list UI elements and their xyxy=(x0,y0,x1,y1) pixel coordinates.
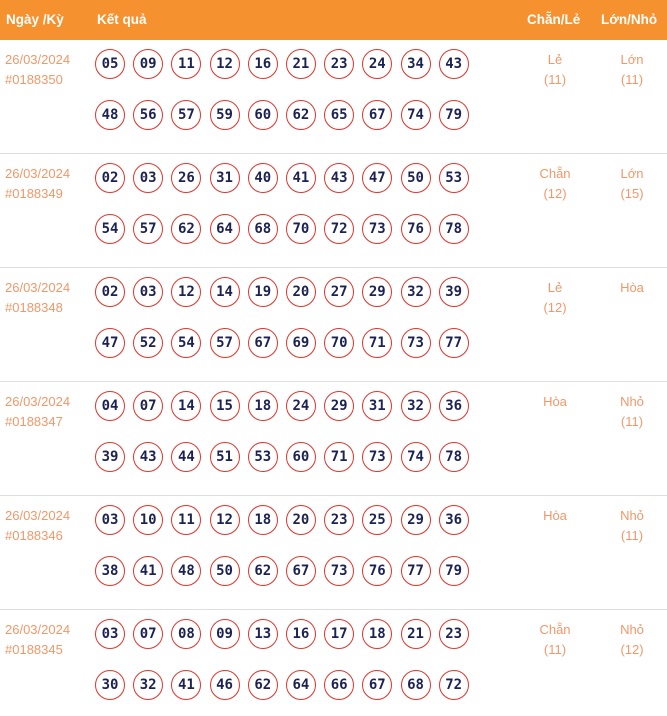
number-ball: 62 xyxy=(248,670,278,700)
number-ball: 53 xyxy=(248,442,278,472)
size-cell xyxy=(597,278,667,298)
parity-result: Chẵn xyxy=(539,166,571,181)
number-ball: 50 xyxy=(210,556,240,586)
table-row xyxy=(0,496,667,610)
number-ball: 07 xyxy=(133,391,163,421)
table-row xyxy=(0,610,667,710)
number-ball: 03 xyxy=(95,505,125,535)
parity-count: (12) xyxy=(543,300,567,315)
number-ball: 41 xyxy=(286,163,316,193)
size-count: (11) xyxy=(620,528,644,543)
number-ball: 39 xyxy=(95,442,125,472)
number-ball: 77 xyxy=(439,328,469,358)
number-ball: 62 xyxy=(248,556,278,586)
number-ball: 74 xyxy=(401,442,431,472)
number-ball: 20 xyxy=(286,505,316,535)
number-ball: 74 xyxy=(401,100,431,130)
number-ball: 62 xyxy=(171,214,201,244)
number-ball: 54 xyxy=(171,328,201,358)
number-ball: 73 xyxy=(362,442,392,472)
number-ball: 15 xyxy=(210,391,240,421)
number-ball: 47 xyxy=(362,163,392,193)
number-ball: 77 xyxy=(401,556,431,586)
parity-count: (11) xyxy=(543,642,567,657)
draw-date: 26/03/2024 xyxy=(5,394,71,409)
number-ball: 46 xyxy=(210,670,240,700)
draw-date: 26/03/2024 xyxy=(5,166,71,181)
header-size: Lớn/Nhỏ xyxy=(601,12,658,27)
header-result: Kết quả xyxy=(97,12,147,27)
draw-info xyxy=(5,164,70,204)
parity-cell xyxy=(520,50,590,90)
table-row xyxy=(0,154,667,268)
number-ball: 16 xyxy=(248,49,278,79)
number-ball: 24 xyxy=(286,391,316,421)
size-cell xyxy=(597,620,667,660)
number-ball: 23 xyxy=(439,619,469,649)
size-cell xyxy=(597,164,667,204)
number-ball: 47 xyxy=(95,328,125,358)
draw-info xyxy=(5,50,70,90)
parity-count: (11) xyxy=(543,72,567,87)
draw-info xyxy=(5,278,70,318)
header-date: Ngày /Kỳ xyxy=(6,12,64,27)
draw-code[interactable]: #0188348 xyxy=(5,300,63,315)
number-ball: 38 xyxy=(95,556,125,586)
draw-date: 26/03/2024 xyxy=(5,622,71,637)
size-cell xyxy=(597,392,667,432)
number-ball: 64 xyxy=(210,214,240,244)
number-ball: 11 xyxy=(171,505,201,535)
number-ball: 73 xyxy=(324,556,354,586)
number-ball: 59 xyxy=(210,100,240,130)
number-ball: 65 xyxy=(324,100,354,130)
number-ball: 32 xyxy=(401,277,431,307)
parity-count: (12) xyxy=(543,186,567,201)
parity-result: Chẵn xyxy=(539,622,571,637)
result-numbers xyxy=(95,391,475,472)
number-ball: 50 xyxy=(401,163,431,193)
size-result: Hòa xyxy=(620,280,644,295)
number-ball: 53 xyxy=(439,163,469,193)
size-result: Lớn xyxy=(620,52,644,67)
number-ball: 76 xyxy=(362,556,392,586)
number-ball: 48 xyxy=(95,100,125,130)
number-ball: 51 xyxy=(210,442,240,472)
number-ball: 18 xyxy=(362,619,392,649)
number-ball: 56 xyxy=(133,100,163,130)
number-ball: 78 xyxy=(439,442,469,472)
table-header xyxy=(0,0,667,40)
number-ball: 73 xyxy=(362,214,392,244)
draw-date: 26/03/2024 xyxy=(5,280,71,295)
result-numbers xyxy=(95,505,475,586)
draw-info xyxy=(5,506,70,546)
number-ball: 18 xyxy=(248,505,278,535)
number-ball: 67 xyxy=(248,328,278,358)
number-ball: 79 xyxy=(439,100,469,130)
number-ball: 17 xyxy=(324,619,354,649)
number-ball: 57 xyxy=(210,328,240,358)
number-ball: 67 xyxy=(362,100,392,130)
number-ball: 31 xyxy=(362,391,392,421)
number-ball: 11 xyxy=(171,49,201,79)
table-row xyxy=(0,382,667,496)
number-ball: 69 xyxy=(286,328,316,358)
draw-code[interactable]: #0188347 xyxy=(5,414,63,429)
number-ball: 23 xyxy=(324,505,354,535)
parity-cell xyxy=(520,506,590,526)
parity-result: Hòa xyxy=(543,508,567,523)
number-ball: 32 xyxy=(133,670,163,700)
number-ball: 03 xyxy=(133,163,163,193)
draw-code[interactable]: #0188350 xyxy=(5,72,63,87)
parity-cell xyxy=(520,620,590,660)
number-ball: 09 xyxy=(133,49,163,79)
draw-date: 26/03/2024 xyxy=(5,508,71,523)
number-ball: 14 xyxy=(210,277,240,307)
number-ball: 12 xyxy=(210,505,240,535)
number-ball: 08 xyxy=(171,619,201,649)
number-ball: 34 xyxy=(401,49,431,79)
number-ball: 03 xyxy=(95,619,125,649)
number-ball: 54 xyxy=(95,214,125,244)
number-ball: 71 xyxy=(324,442,354,472)
table-row xyxy=(0,268,667,382)
size-result: Nhỏ xyxy=(620,394,644,409)
number-ball: 16 xyxy=(286,619,316,649)
number-ball: 12 xyxy=(171,277,201,307)
number-ball: 62 xyxy=(286,100,316,130)
number-ball: 13 xyxy=(248,619,278,649)
number-ball: 68 xyxy=(248,214,278,244)
number-ball: 79 xyxy=(439,556,469,586)
number-ball: 09 xyxy=(210,619,240,649)
number-ball: 57 xyxy=(171,100,201,130)
size-cell xyxy=(597,506,667,546)
number-ball: 64 xyxy=(286,670,316,700)
number-ball: 44 xyxy=(171,442,201,472)
number-ball: 21 xyxy=(286,49,316,79)
number-ball: 05 xyxy=(95,49,125,79)
size-count: (11) xyxy=(620,72,644,87)
draw-code[interactable]: #0188349 xyxy=(5,186,63,201)
number-ball: 19 xyxy=(248,277,278,307)
number-ball: 41 xyxy=(171,670,201,700)
number-ball: 52 xyxy=(133,328,163,358)
size-cell xyxy=(597,50,667,90)
number-ball: 36 xyxy=(439,391,469,421)
number-ball: 18 xyxy=(248,391,278,421)
number-ball: 26 xyxy=(171,163,201,193)
number-ball: 41 xyxy=(133,556,163,586)
number-ball: 21 xyxy=(401,619,431,649)
size-count: (11) xyxy=(620,414,644,429)
number-ball: 67 xyxy=(286,556,316,586)
number-ball: 25 xyxy=(362,505,392,535)
number-ball: 72 xyxy=(439,670,469,700)
parity-result: Lẻ xyxy=(547,280,563,295)
draw-info xyxy=(5,392,70,432)
number-ball: 43 xyxy=(439,49,469,79)
number-ball: 60 xyxy=(248,100,278,130)
number-ball: 29 xyxy=(324,391,354,421)
number-ball: 70 xyxy=(286,214,316,244)
parity-cell xyxy=(520,392,590,412)
number-ball: 04 xyxy=(95,391,125,421)
number-ball: 76 xyxy=(401,214,431,244)
size-count: (15) xyxy=(620,186,644,201)
number-ball: 78 xyxy=(439,214,469,244)
number-ball: 73 xyxy=(401,328,431,358)
number-ball: 07 xyxy=(133,619,163,649)
number-ball: 24 xyxy=(362,49,392,79)
number-ball: 48 xyxy=(171,556,201,586)
number-ball: 02 xyxy=(95,277,125,307)
number-ball: 60 xyxy=(286,442,316,472)
table-row xyxy=(0,40,667,154)
header-parity: Chẵn/Lẻ xyxy=(527,12,581,27)
size-result: Nhỏ xyxy=(620,622,644,637)
number-ball: 68 xyxy=(401,670,431,700)
parity-result: Lẻ xyxy=(547,52,563,67)
number-ball: 67 xyxy=(362,670,392,700)
number-ball: 43 xyxy=(324,163,354,193)
size-result: Nhỏ xyxy=(620,508,644,523)
draw-info xyxy=(5,620,70,660)
result-numbers xyxy=(95,619,475,700)
number-ball: 10 xyxy=(133,505,163,535)
draw-date: 26/03/2024 xyxy=(5,52,71,67)
draw-code[interactable]: #0188346 xyxy=(5,528,63,543)
number-ball: 31 xyxy=(210,163,240,193)
number-ball: 72 xyxy=(324,214,354,244)
number-ball: 39 xyxy=(439,277,469,307)
parity-cell xyxy=(520,164,590,204)
number-ball: 27 xyxy=(324,277,354,307)
number-ball: 36 xyxy=(439,505,469,535)
parity-result: Hòa xyxy=(543,394,567,409)
number-ball: 02 xyxy=(95,163,125,193)
number-ball: 29 xyxy=(362,277,392,307)
number-ball: 14 xyxy=(171,391,201,421)
number-ball: 23 xyxy=(324,49,354,79)
table-body xyxy=(0,40,667,710)
number-ball: 30 xyxy=(95,670,125,700)
result-numbers xyxy=(95,277,475,358)
result-numbers xyxy=(95,163,475,244)
result-numbers xyxy=(95,49,475,130)
size-result: Lớn xyxy=(620,166,644,181)
number-ball: 29 xyxy=(401,505,431,535)
number-ball: 70 xyxy=(324,328,354,358)
number-ball: 12 xyxy=(210,49,240,79)
number-ball: 71 xyxy=(362,328,392,358)
number-ball: 32 xyxy=(401,391,431,421)
size-count: (12) xyxy=(620,642,644,657)
number-ball: 43 xyxy=(133,442,163,472)
parity-cell xyxy=(520,278,590,318)
number-ball: 20 xyxy=(286,277,316,307)
number-ball: 40 xyxy=(248,163,278,193)
number-ball: 66 xyxy=(324,670,354,700)
draw-code[interactable]: #0188345 xyxy=(5,642,63,657)
number-ball: 03 xyxy=(133,277,163,307)
number-ball: 57 xyxy=(133,214,163,244)
